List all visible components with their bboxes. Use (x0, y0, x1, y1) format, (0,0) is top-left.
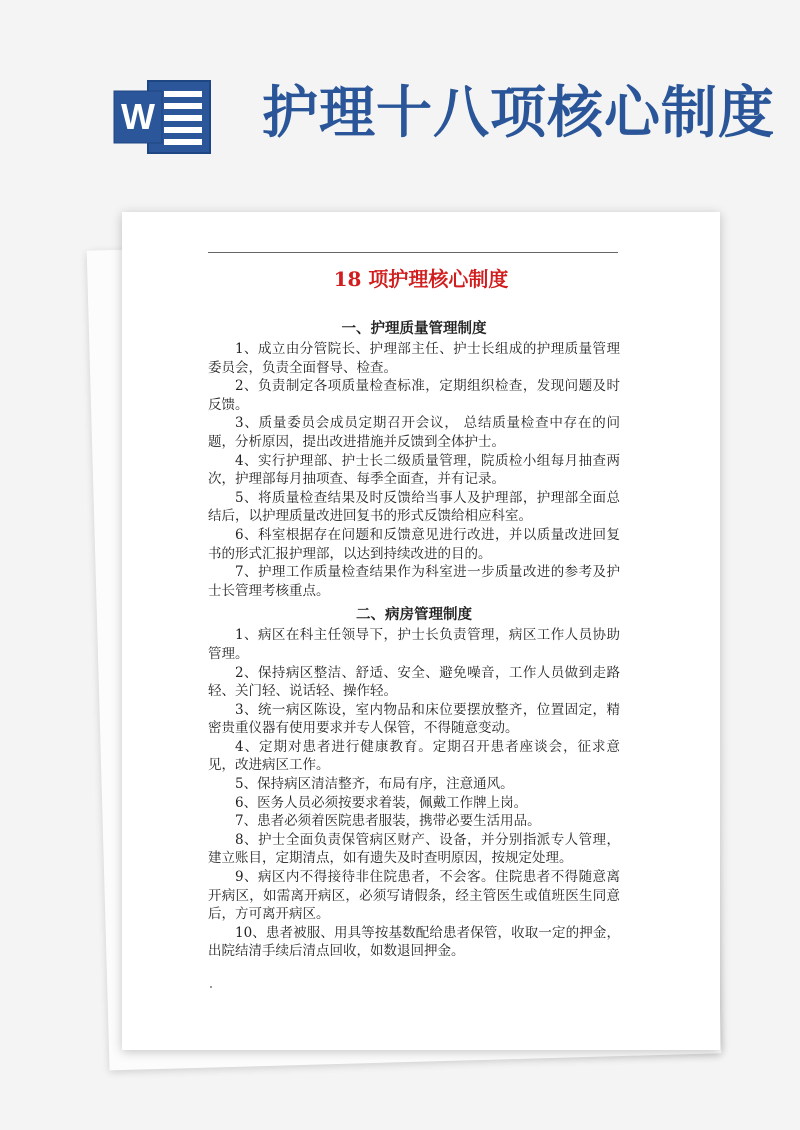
paragraph: 6、科室根据存在问题和反馈意见进行改进，并以质量改进回复书的形式汇报护理部，以达到持续改进的目的。 (208, 526, 620, 562)
paragraph: 1、病区在科主任领导下，护士长负责管理，病区工作人员协助管理。 (208, 627, 620, 662)
paragraph: 4、实行护理部、护士长二级质量管理，院质检小组每月抽查两次，护理部每月抽项查、每季全面查，并有记录。 (208, 452, 620, 488)
paragraph: 6、医务人员必须按要求着装，佩戴工作牌上岗。 (235, 794, 528, 811)
banner (0, 0, 800, 200)
page-mark (210, 986, 212, 988)
section-heading: 一、护理质量管理制度 (341, 320, 487, 337)
header-rule (208, 252, 618, 253)
paragraph: 3、统一病区陈设，室内物品和床位要摆放整齐，位置固定，精密贵重仪器有使用要求并专人保管，不得随意变动。 (208, 701, 620, 737)
document-title: 18 项护理核心制度 (333, 267, 509, 291)
paragraph: 7、护理工作质量检查结果作为科室进一步质量改进的参考及护士长管理考核重点。 (208, 564, 620, 599)
paragraph: 2、保持病区整洁、舒适、安全、避免噪音，工作人员做到走路轻、关门轻、说话轻、操作轻。 (208, 664, 620, 700)
paragraph: 3、质量委员会成员定期召开会议， 总结质量检查中存在的问题，分析原因，提出改进措施并反馈到全体护士。 (208, 415, 620, 450)
paragraph: 5、保持病区清洁整齐，布局有序，注意通风。 (235, 776, 514, 793)
paragraph: 10、患者被服、用具等按基数配给患者保管，收取一定的押金，出院结清手续后清点回收，如数退回押金。 (208, 924, 620, 960)
document-body (208, 318, 620, 961)
section-heading: 二、病房管理制度 (356, 606, 472, 624)
paragraph: 1、成立由分管院长、护理部主任、护士长组成的护理质量管理委员会，负责全面督导、检查。 (208, 341, 620, 376)
word-document-icon (112, 77, 212, 157)
word-icon-letter: W (121, 96, 155, 137)
paragraph: 8、护士全面负责保管病区财产、设备，并分别指派专人管理，建立账目，定期清点，如有遗失及时查明原因，按规定处理。 (208, 831, 620, 867)
banner-title: 护理十八项核心制度 (262, 81, 775, 146)
paragraph: 4、定期对患者进行健康教育。定期召开患者座谈会，征求意见，改进病区工作。 (208, 738, 620, 774)
paragraph: 5、将质量检查结果及时反馈给当事人及护理部，护理部全面总结后，以护理质量改进回复书的形式反馈给相应科室。 (208, 489, 620, 525)
paragraph: 7、患者必须着医院患者服装，携带必要生活用品。 (235, 813, 541, 830)
paragraph: 9、病区内不得接待非住院患者，不会客。住院患者不得随意离开病区，如需离开病区，必须写请假条，经主管医生或值班医生同意后，方可离开病区。 (208, 869, 620, 923)
document-page (122, 212, 720, 1050)
paragraph: 2、负责制定各项质量检查标准，定期组织检查，发现问题及时反馈。 (208, 378, 620, 413)
